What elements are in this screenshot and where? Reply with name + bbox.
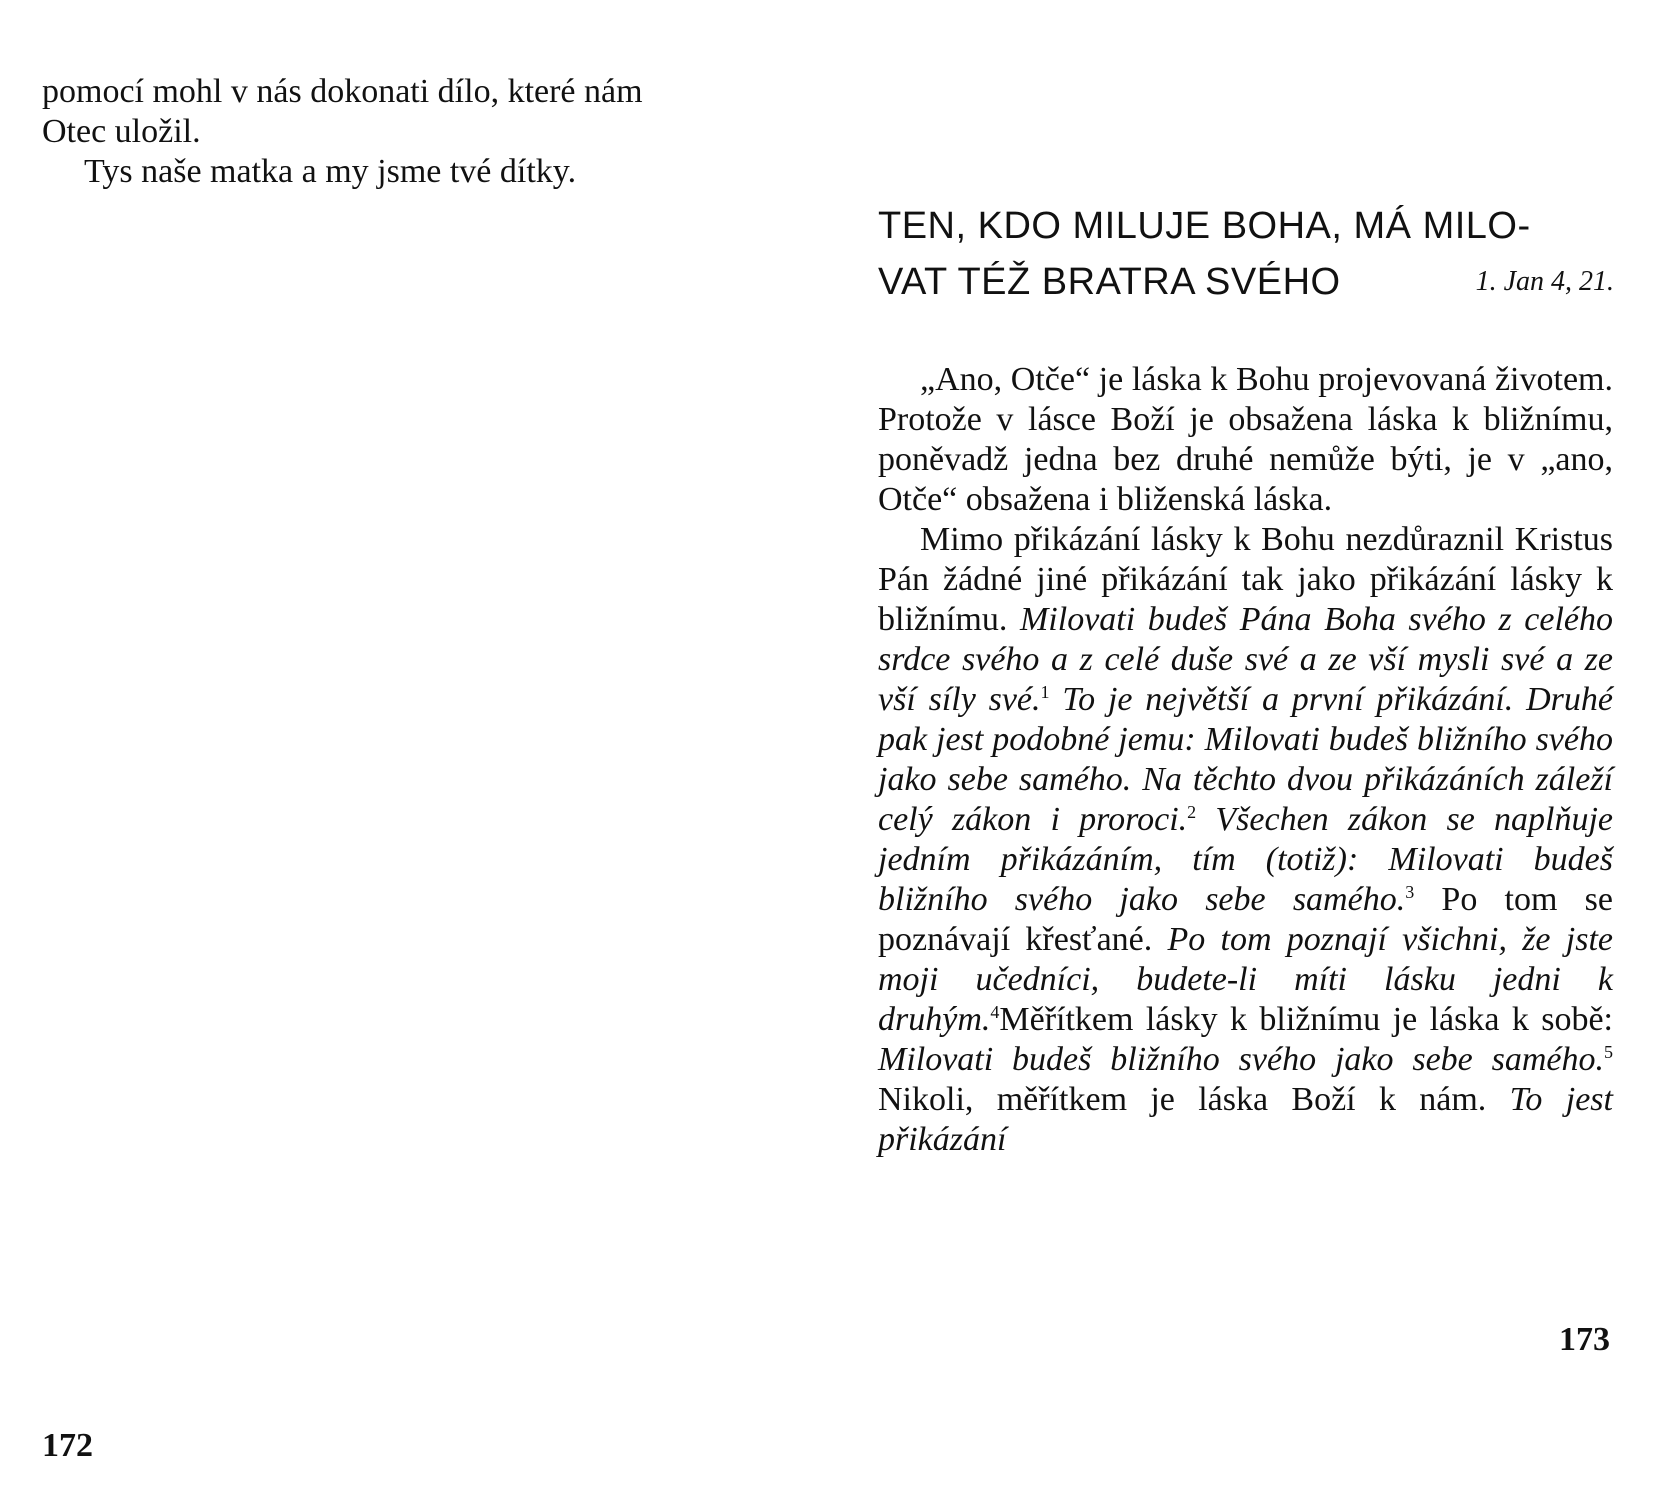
- quote-run: To jest přikázání: [878, 1081, 1613, 1158]
- left-page-text: [42, 72, 822, 192]
- footnote-mark: 2: [1187, 802, 1197, 822]
- text-run: Po tom se poznávají křesťané.: [878, 881, 1613, 958]
- footnote-mark: 1: [1040, 682, 1050, 702]
- heading-line-2-text: VAT TÉŽ BRATRA SVÉHO: [878, 261, 1341, 303]
- quote-run: Milovati budeš Pána Boha svého z celého srdce svého a z celé duše své a ze vší mysli své a ze vší síly své.: [878, 601, 1613, 718]
- body-text: [878, 360, 1613, 1160]
- quote-run: Všechen zákon se naplňuje jedním přikázáním, tím (totiž): Milovati budeš bližního svého jako sebe samého.: [878, 801, 1614, 918]
- text-run: Mimo přikázání lásky k Bohu nezdůraznil Kristus Pán žádné jiné přikázání tak jako přikázání lásky k bližnímu.: [878, 521, 1613, 638]
- text-line: Tys naše matka a my jsme tvé dítky.: [84, 153, 577, 190]
- chapter-heading: [878, 198, 1614, 310]
- page-number-left: 172: [42, 1427, 93, 1464]
- footnote-mark: 4: [990, 1002, 1000, 1022]
- text-run: Nikoli, měřítkem je láska Boží k nám.: [878, 1081, 1510, 1118]
- paragraph-2: [878, 520, 1613, 1160]
- scripture-reference: 1. Jan 4, 21.: [1475, 266, 1614, 297]
- right-page: [836, 0, 1672, 1501]
- quote-run: Milovati budeš bližního svého jako sebe samého.: [878, 1041, 1604, 1078]
- page-number-right: 173: [1559, 1321, 1610, 1358]
- heading-line-2: [878, 254, 1614, 310]
- footnote-mark: 5: [1604, 1042, 1613, 1062]
- quote-run: Po tom poznají všichni, že jste moji učedníci, budete-li míti lásku jedni k druhým.: [878, 921, 1613, 1038]
- text-run: Měřítkem lásky k bližnímu je láska k sobě:: [999, 1001, 1613, 1038]
- heading-line-1: TEN, KDO MILUJE BOHA, MÁ MILO-: [878, 205, 1531, 247]
- footnote-mark: 3: [1405, 882, 1415, 902]
- quote-run: To je největší a první přikázání. Druhé pak jest podobné jemu: Milovati budeš bližního svého jako sebe samého. Na těchto dvou přikázáních záleží celý zákon i proroci.: [878, 681, 1613, 838]
- paragraph-1: „Ano, Otče“ je láska k Bohu projevovaná životem. Protože v lásce Boží je obsažena láska k bližnímu, poněvadž jedna bez druhé nemůže býti, je v „ano, Otče“ obsažena i bliženská láska.: [878, 361, 1613, 518]
- text-line: Otec uložil.: [42, 113, 201, 150]
- text-line: pomocí mohl v nás dokonati dílo, které nám: [42, 73, 643, 110]
